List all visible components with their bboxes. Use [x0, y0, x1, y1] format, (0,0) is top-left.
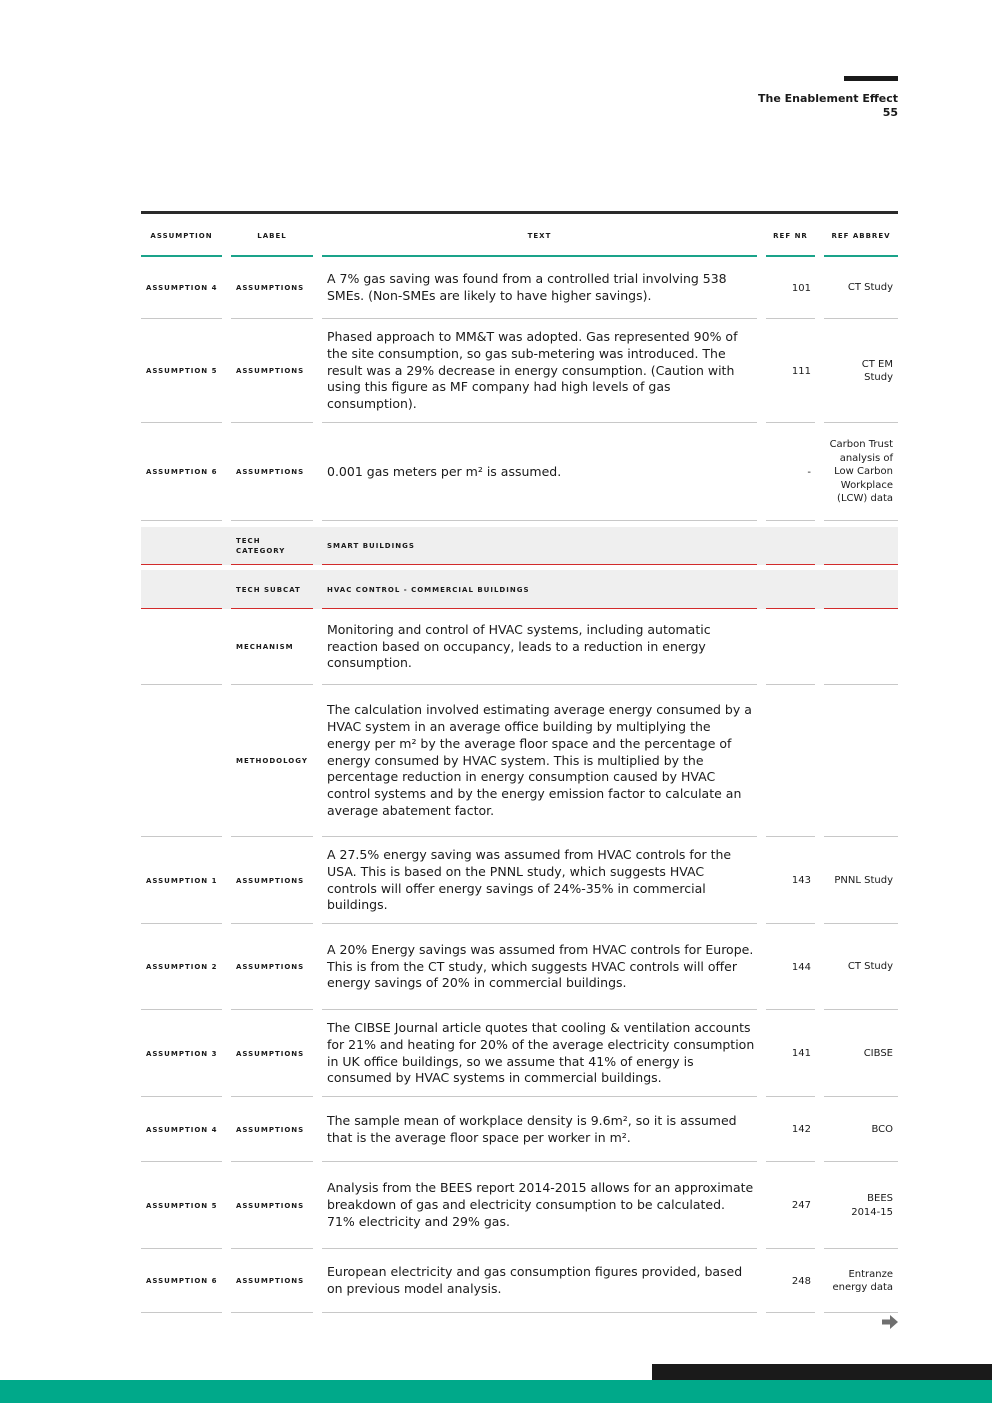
row-text: 0.001 gas meters per m² is assumed. [327, 463, 562, 479]
ref-abbrev: Carbon Trust analysis of Low Carbon Workplace (LCW) data [829, 439, 893, 505]
row-text: A 27.5% energy saving was assumed from HVAC controls for the USA. This is based on the PNNL study, which suggests HVAC controls will offer energy savings of 24%-35% in commercial buildings. [327, 846, 732, 913]
column-header-assumption: ASSUMPTION [150, 231, 213, 240]
row-label: ASSUMPTIONS [236, 367, 305, 375]
ref-abbrev: CT EM Study [861, 358, 893, 383]
header [758, 92, 898, 120]
tech-subcat-row [141, 570, 898, 609]
row-text: The sample mean of workplace density is 9.6m², so it is assumed that is the average floor space per worker in m². [327, 1112, 737, 1145]
column-header-ref-nr: REF NR [773, 231, 808, 240]
row-text: A 7% gas saving was found from a controlled trial involving 538 SMEs. (Non-SMEs are likely to have higher savings). [327, 271, 727, 303]
ref-abbrev: CIBSE [863, 1047, 893, 1059]
table-row [141, 1162, 898, 1249]
ref-number: - [807, 466, 811, 478]
next-page-arrow-icon[interactable] [881, 1314, 899, 1330]
row-label: ASSUMPTIONS [236, 876, 305, 885]
row-label: ASSUMPTIONS [236, 1201, 305, 1210]
row-label: TECH CATEGORY [236, 537, 286, 555]
row-label: MECHANISM [236, 643, 294, 651]
column-header-label: LABEL [257, 231, 287, 240]
assumption-id: ASSUMPTION 3 [146, 1049, 218, 1058]
footer-black-band [652, 1364, 992, 1380]
ref-abbrev: PNNL Study [834, 874, 893, 886]
row-label: ASSUMPTIONS [236, 1049, 305, 1058]
page-number: 55 [882, 106, 898, 119]
table-row [141, 319, 898, 423]
tech-subcat-value: HVAC CONTROL - COMMERCIAL BUILDINGS [327, 585, 530, 594]
table-row [141, 1097, 898, 1162]
footer-green-band [0, 1380, 992, 1403]
tech-category-value: SMART BUILDINGS [327, 542, 415, 550]
table-row [141, 837, 898, 924]
assumption-id: ASSUMPTION 4 [146, 284, 218, 292]
column-header-text: TEXT [527, 231, 552, 240]
assumptions-table [141, 214, 898, 1313]
tech-category-row [141, 527, 898, 565]
row-text: Phased approach to MM&T was adopted. Gas represented 90% of the site consumption, so gas sub-metering was introduced. The result was a 29% decrease in energy consumption. (Caution with using this figure as MF company had high levels of gas consumption). [327, 329, 738, 412]
ref-abbrev: CT Study [847, 961, 893, 973]
document-title: The Enablement Effect [757, 92, 898, 105]
ref-abbrev: BCO [871, 1123, 893, 1135]
assumption-id: ASSUMPTION 2 [146, 963, 218, 971]
assumption-id: ASSUMPTION 6 [146, 468, 218, 476]
table-row [141, 257, 898, 319]
ref-number: 141 [791, 1048, 811, 1059]
column-header-ref-abbrev: REF ABBREV [831, 231, 891, 240]
header-accent-bar [844, 76, 898, 81]
row-label: ASSUMPTIONS [236, 1125, 305, 1134]
ref-number: 143 [791, 875, 811, 886]
ref-abbrev: BEES 2014-15 [851, 1193, 893, 1218]
table-row [141, 924, 898, 1010]
ref-number: 247 [791, 1200, 811, 1211]
table-row [141, 1249, 898, 1313]
table-header-row [141, 214, 898, 257]
row-text: A 20% Energy savings was assumed from HVAC controls for Europe. This is from the CT study, which suggests HVAC controls will offer energy savings of 20% in commercial buildings. [327, 941, 754, 991]
row-text: Monitoring and control of HVAC systems, including automatic reaction based on occupancy, leads to a reduction in energy consumption. [327, 621, 711, 671]
row-text: The calculation involved estimating average energy consumed by a HVAC system in an average office building by multiplying the energy per m² by the average floor space and the percentage of energy consumed by HVAC system. This is multiplied by the percentage reduction in energy consumption caused by HVAC control systems and by the energy emission factor to calculate an average abatement factor. [327, 702, 752, 818]
row-text: The CIBSE Journal article quotes that cooling & ventilation accounts for 21% and heating for 20% of the average electricity consumption in UK office buildings, so we assume that 41% of energy is consumed by HVAC systems in commercial buildings. [327, 1019, 755, 1086]
table-row [141, 609, 898, 685]
assumption-id: ASSUMPTION 4 [146, 1125, 218, 1134]
row-label: ASSUMPTIONS [236, 1277, 305, 1285]
ref-number: 142 [791, 1124, 811, 1135]
table-row [141, 685, 898, 837]
row-text: Analysis from the BEES report 2014-2015 allows for an approximate breakdown of gas and electricity consumption to be calculated. 71% electricity and 29% gas. [327, 1180, 754, 1229]
row-text: European electricity and gas consumption figures provided, based on previous model analysis. [327, 1264, 743, 1296]
table-row [141, 1010, 898, 1097]
ref-number: 111 [791, 365, 811, 377]
row-label: METHODOLOGY [236, 757, 308, 765]
table-row [141, 423, 898, 521]
assumption-id: ASSUMPTION 5 [146, 1201, 218, 1210]
row-label: TECH SUBCAT [236, 585, 301, 594]
ref-abbrev: CT Study [847, 282, 893, 294]
assumption-id: ASSUMPTION 5 [146, 367, 218, 375]
row-label: ASSUMPTIONS [236, 963, 305, 971]
ref-abbrev: Entranze energy data [832, 1268, 893, 1293]
row-label: ASSUMPTIONS [236, 284, 305, 292]
assumption-id: ASSUMPTION 1 [146, 876, 218, 885]
ref-number: 248 [791, 1275, 811, 1287]
assumption-id: ASSUMPTION 6 [146, 1277, 218, 1285]
ref-number: 101 [791, 282, 811, 294]
row-label: ASSUMPTIONS [236, 468, 305, 476]
ref-number: 144 [791, 961, 811, 973]
